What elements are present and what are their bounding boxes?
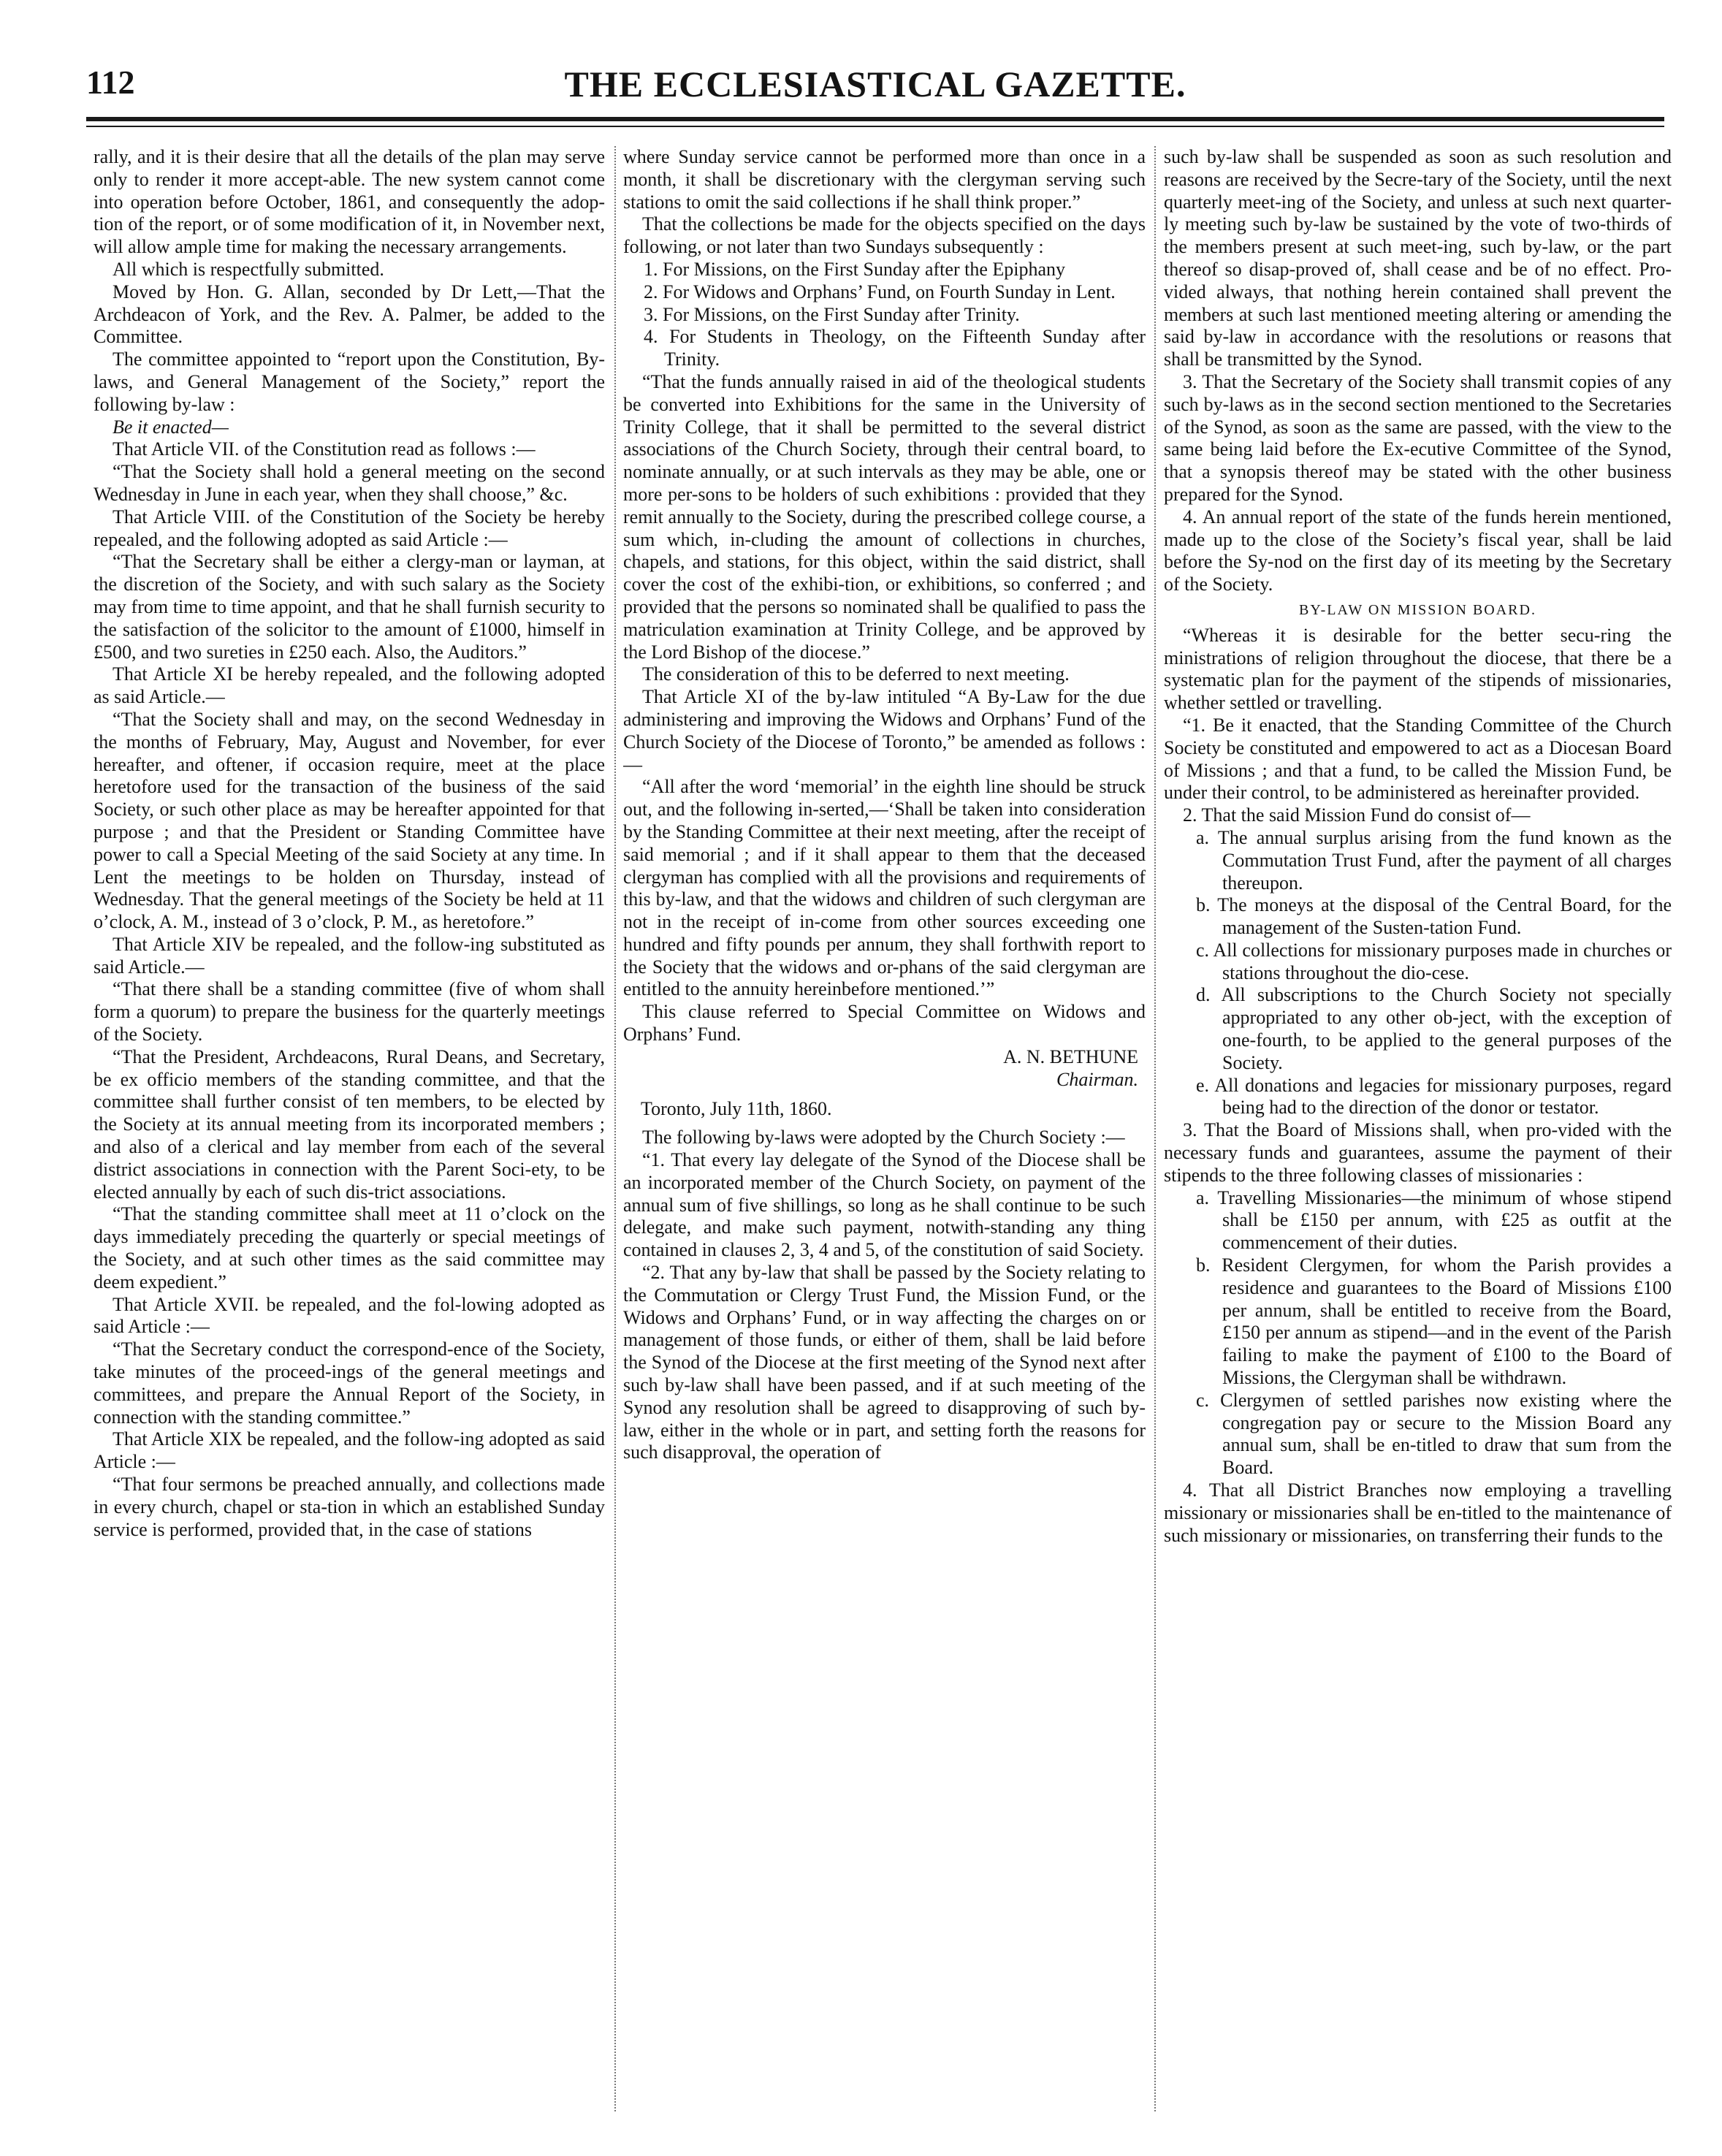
paragraph: The consideration of this to be deferred to next meeting. <box>642 663 1070 685</box>
list-item: 1. For Missions, on the First Sunday after the Epiphany <box>644 258 1066 280</box>
paragraph: rally, and it is their desire that all the details of the plan may serve only to render it more accept-able. The new system cannot come into operation before October, 1861, and consequently the adop-tion of the report, or of some modification of it, in November next, will allow ample time for making the necessary arrangements. <box>94 146 605 258</box>
paragraph: The committee appointed to “report upon the Constitution, By-laws, and General Management of the Society,” report the following by-law : <box>94 348 605 415</box>
paragraph: where Sunday service cannot be performed more than once in a month, it shall be discretionary with the clergyman serving such stations to omit the said collections if he shall think proper.” <box>623 146 1146 213</box>
paragraph: That Article XIV be repealed, and the follow-ing substituted as said Article.— <box>94 933 605 978</box>
signature-title: Chairman. <box>1056 1068 1138 1090</box>
list-item: c. Clergymen of settled parishes now existing where the congregation pay or secure to the Mission Board any annual sum, shall be en-titled to draw that sum from the Board. <box>1196 1389 1672 1479</box>
list-item: a. Travelling Missionaries—the minimum of whose stipend shall be £150 per annum, with £25 as outfit at the commencement of their duties. <box>1196 1186 1672 1254</box>
paragraph: This clause referred to Special Committee on Widows and Orphans’ Fund. <box>623 1001 1146 1045</box>
paragraph: “That four sermons be preached annually, and collections made in every church, chapel or sta-tion in which an established Sunday service is performed, provided that, in the case of stations <box>94 1474 605 1540</box>
paragraph: 4. That all District Branches now employing a travelling missionary or missionaries shall be en-titled to the maintenance of such missionary or missionaries, on transferring their funds to the <box>1164 1479 1672 1546</box>
paragraph: “2. That any by-law that shall be passed by the Society relating to the Commutation or Clergy Trust Fund, the Mission Fund, or the Widows and Orphans’ Fund, or in way affecting the charges on or management of those funds, or either of them, shall be laid before the Synod of the Diocese at the first meeting of the Synod next after such by-law shall have been passed, and if at such meeting of the Synod any resolution shall be agreed to disapproving of such by-law, either in the whole or in part, and setting forth the reasons for such disapproval, the operation of <box>623 1262 1146 1463</box>
list-item: b. The moneys at the disposal of the Central Board, for the management of the Susten-tation Fund. <box>1196 894 1672 939</box>
paragraph: “1. That every lay delegate of the Synod of the Diocese shall be an incorporated member of the Church Society, on payment of the annual sum of five shillings, so long as he shall continue to be such delegate, and make such payment, notwith-standing any thing contained in clauses 2, 3, 4 and 5, of the constitution of said Society. <box>623 1149 1146 1261</box>
paragraph: such by-law shall be suspended as soon as such resolution and reasons are received by the Secre-tary of the Society, until the next quarterly meet-ing of the Society, and unless at such next quarter-ly meeting such by-law be sustained by the vote of two-thirds of the members present at such meet-ing, such by-law, or the part thereof so disap-proved of, shall cease and be of no effect. Pro-vided always, that nothing herein contained shall prevent the members at such last mentioned meeting altering or amending the said by-law in accordance with the resolutions or reasons that shall be transmitted by the Synod. <box>1164 146 1672 370</box>
header-rule-thin <box>86 126 1664 127</box>
paragraph: “That the funds annually raised in aid of the theological students be converted into Exhibitions for the same in the University of Trinity College, that it shall be permitted to the several district associations of the Church Society, through their central board, to nominate annually, or at such intervals as they may be able, one or more per-sons to be holders of such exhibitions : provided that they remit annually to the Society, during the prescribed college course, a sum which, in-cluding the amount of collections in churches, chapels, and stations, for this object, within the said district, shall cover the cost of the exhibi-tion, or exhibitions, so conferred ; and provided that the persons so nominated shall be qualified to pass the matriculation examination at Trinity College, and be approved by the Lord Bishop of the diocese.” <box>623 370 1146 663</box>
list-item: d. All subscriptions to the Church Society not specially appropriated to any other ob-ject, with the exception of one-fourth, to be applied to the general purposes of the Society. <box>1196 984 1672 1073</box>
paragraph: “That the Society shall and may, on the second Wednesday in the months of February, May, August and November, for ever hereafter, and oftener, if occasion require, meet at the place heretofore used for the transaction of the business of the said Society, or such other place as may be hereafter appointed for that purpose ; and that the President or Standing Committee have power to call a Special Meeting of the said Society at any time. In Lent the meetings to be holden on Thursday, instead of Wednesday. That the general meetings of the Society be held at 11 o’clock, A. M., instead of 3 o’clock, P. M., as heretofore.” <box>94 708 605 933</box>
page-title: THE ECCLESIASTICAL GAZETTE. <box>564 64 1186 104</box>
paragraph: “That the standing committee shall meet at 11 o’clock on the days immediately preceding the quarterly or special meetings of the Society, and at such other times as the said committee may deem expedient.” <box>94 1203 605 1292</box>
enactment-heading: Be it enacted— <box>113 416 229 438</box>
paragraph: “That the President, Archdeacons, Rural Deans, and Secretary, be ex officio members of the standing committee, and that the committee shall further consist of ten members, to be elected by the Society at its annual meeting from its incorporated members ; and also of a clerical and lay member from each of the several district associations in connection with the Parent Soci-ety, to be elected annually by each of such dis-trict associations. <box>94 1045 605 1203</box>
paragraph: 3. That the Board of Missions shall, when pro-vided with the necessary funds and guarantees, assume the payment of their stipends to the three following classes of missionaries : <box>1164 1119 1672 1186</box>
list-item: 4. For Students in Theology, on the Fifteenth Sunday after Trinity. <box>644 326 1146 370</box>
paragraph: That Article XI of the by-law intituled “A By-Law for the due administering and improving the Widows and Orphans’ Fund of the Church Society of the Diocese of Toronto,” be amended as follows :— <box>623 686 1146 775</box>
section-heading: BY-LAW ON MISSION BOARD. <box>1299 601 1536 618</box>
paragraph: The following by-laws were adopted by the Church Society :— <box>642 1127 1125 1149</box>
paragraph: 4. An annual report of the state of the funds herein mentioned, made up to the close of the Society’s fiscal year, shall be laid before the Sy-nod on the first day of its meeting by the Secretary of the Society. <box>1164 506 1672 595</box>
signature-name: A. N. BETHUNE <box>1003 1045 1138 1067</box>
paragraph: 2. That the said Mission Fund do consist of— <box>1183 804 1531 826</box>
paragraph: “That the Secretary shall be either a clergy-man or layman, at the discretion of the Society, and with such salary as the Society may from time to time appoint, and that he shall furnish security to the satisfaction of the solicitor to the amount of £1000, himself in £500, and two sureties in £250 each. Also, the Auditors.” <box>94 551 605 663</box>
page-header <box>86 63 1664 121</box>
paragraph: “1. Be it enacted, that the Standing Committee of the Church Society be constituted and empowered to act as a Diocesan Board of Missions ; and that a fund, to be called the Mission Fund, be under their control, to be administered as hereinafter provided. <box>1164 714 1672 804</box>
list-item: 2. For Widows and Orphans’ Fund, on Fourth Sunday in Lent. <box>644 281 1116 302</box>
list-item: a. The annual surplus arising from the fund known as the Commutation Trust Fund, after the payment of all charges thereupon. <box>1196 826 1672 894</box>
paragraph: 3. That the Secretary of the Society shall transmit copies of any such by-laws as in the second section mentioned to the Secretaries of the Synod, as soon as the same are passed, with the view to the same being laid before the Ex-ecutive Committee of the Synod, that a synopsis thereof may be stated with the other business prepared for the Synod. <box>1164 370 1672 505</box>
list-item: b. Resident Clergymen, for whom the Parish provides a residence and guarantees to the Board of Missions £100 per annum, shall be entitled to receive from the Board, £150 per annum as stipend—and in the event of the Parish failing to make the payment of £100 to the Board of Missions, the Clergyman shall be withdrawn. <box>1196 1254 1672 1389</box>
paragraph: That Article XVII. be repealed, and the fol-lowing adopted as said Article :— <box>94 1293 605 1338</box>
paragraph: That Article VIII. of the Constitution of the Society be hereby repealed, and the following adopted as said Article :— <box>94 506 605 550</box>
column-1 <box>94 146 605 2119</box>
column-2 <box>623 146 1146 2119</box>
paragraph: Moved by Hon. G. Allan, seconded by Dr Lett,—That the Archdeacon of York, and the Rev. A. Palmer, be added to the Committee. <box>94 281 605 348</box>
paragraph: That the collections be made for the objects specified on the days following, or not later than two Sundays subsequently : <box>623 213 1146 258</box>
paragraph: “That there shall be a standing committee (five of whom shall form a quorum) to prepare the business for the quarterly meetings of the Society. <box>94 978 605 1045</box>
paragraph: That Article XIX be repealed, and the follow-ing adopted as said Article :— <box>94 1428 605 1473</box>
paragraph: All which is respectfully submitted. <box>113 258 384 280</box>
list-item: c. All collections for missionary purposes made in churches or stations throughout the dio-cese. <box>1196 939 1672 983</box>
header-rule-thick <box>86 117 1664 121</box>
paragraph: That Article VII. of the Constitution read as follows :— <box>113 438 536 460</box>
paragraph: That Article XI be hereby repealed, and the following adopted as said Article.— <box>94 663 605 708</box>
page-number: 112 <box>86 64 135 101</box>
dateline: Toronto, July 11th, 1860. <box>641 1098 832 1120</box>
paragraph: “Whereas it is desirable for the better secu-ring the ministrations of religion throughout the diocese, that there be a systematic plan for the payment of the stipends of missionaries, whether settled or travelling. <box>1164 624 1672 714</box>
column-3 <box>1164 146 1672 2119</box>
paragraph: “That the Society shall hold a general meeting on the second Wednesday in June in each year, when they shall choose,” &c. <box>94 461 605 505</box>
paragraph: “That the Secretary conduct the correspond-ence of the Society, take minutes of the proceed-ings of the general meetings and committees, and prepare the Annual Report of the Society, in connection with the standing committee.” <box>94 1338 605 1428</box>
text-columns <box>94 146 1672 2119</box>
list-item: 3. For Missions, on the First Sunday after Trinity. <box>644 303 1020 325</box>
paragraph: “All after the word ‘memorial’ in the eighth line should be struck out, and the following in-serted,—‘Shall be taken into consideration by the Standing Committee at their next meeting, after the receipt of said memorial ; and if it shall appear to them that the deceased clergyman has complied with all the provisions and requirements of this by-law, and that the widows and children of such clergyman are not in the receipt of in-come from other sources exceeding one hundred and fifty pounds per annum, they shall forthwith report to the Society that the widows and or-phans of the said clergyman are entitled to the annuity hereinbefore mentioned.’” <box>623 776 1146 1000</box>
list-item: e. All donations and legacies for missionary purposes, regard being had to the direction of the donor or testator. <box>1196 1074 1672 1119</box>
